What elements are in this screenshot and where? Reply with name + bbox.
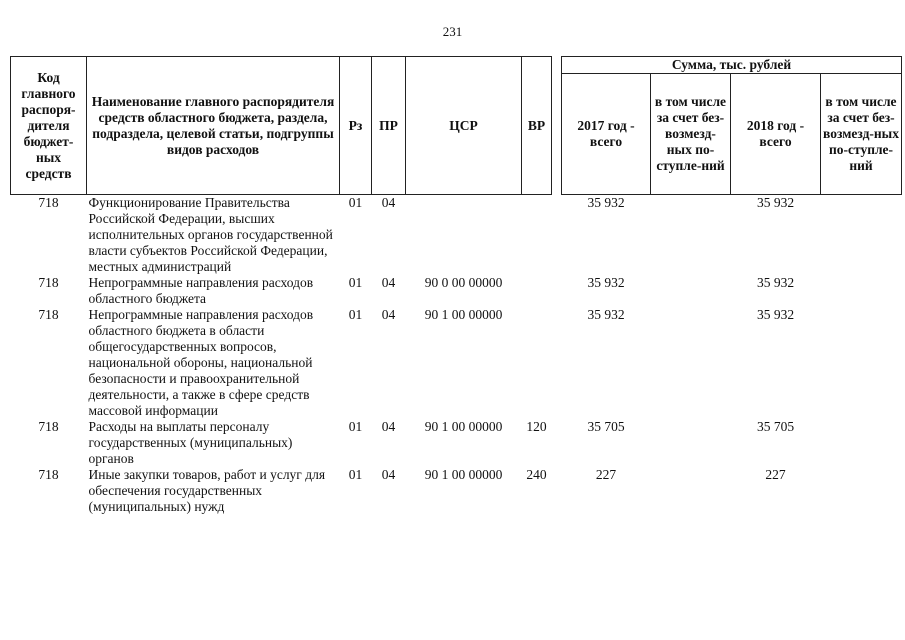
cell-rz: 01 <box>348 195 363 210</box>
cell-2018-total: 35 705 <box>756 419 795 434</box>
cell-name: Непрограммные направления расходов областного бюджета в области общегосударственных вопросов, национальной обороны, национальной безопасности и правоохранительной деятельности, а также в сфере средств массовой информации <box>88 307 314 418</box>
table-row <box>11 307 902 419</box>
cell-2018-total: 35 932 <box>756 275 795 290</box>
cell-rz: 01 <box>348 467 363 482</box>
cell-pr: 04 <box>381 307 396 322</box>
cell-name: Функционирование Правительства Российской Федерации, высших исполнительных органов государственной власти субъектов Российской Федерации, местных администраций <box>88 195 333 274</box>
cell-2017-total: 35 932 <box>587 307 625 322</box>
cell-vr: 120 <box>526 419 547 434</box>
cell-2018-total: 35 932 <box>756 307 795 322</box>
cell-2017-free <box>651 275 731 307</box>
cell-pr: 04 <box>381 195 396 210</box>
header-2018-total: 2018 год - всего <box>731 74 821 195</box>
cell-2018-free <box>821 419 902 467</box>
table-row <box>11 419 902 467</box>
header-vr: ВР <box>522 57 552 195</box>
table-row <box>11 275 902 307</box>
header-gap <box>552 57 562 195</box>
header-rz: Рз <box>340 57 372 195</box>
cell-name: Иные закупки товаров, работ и услуг для обеспечения государственных (муниципальных) нужд <box>88 467 326 514</box>
cell-pr: 04 <box>381 419 396 434</box>
cell-pr: 04 <box>381 467 396 482</box>
header-name: Наименование главного распорядителя средств областного бюджета, раздела, подраздела, целевой статьи, подгруппы видов расходов <box>87 57 340 195</box>
cell-vr <box>522 307 552 419</box>
page-number: 231 <box>442 24 463 39</box>
cell-code: 718 <box>38 195 59 210</box>
cell-csr: 90 1 00 00000 <box>424 307 503 322</box>
cell-csr <box>406 195 522 276</box>
budget-table <box>10 56 902 515</box>
cell-2017-total: 35 705 <box>587 419 625 434</box>
cell-vr <box>522 195 552 276</box>
cell-2018-free <box>821 195 902 276</box>
cell-name: Расходы на выплаты персоналу государственных (муниципальных) органов <box>88 419 293 466</box>
cell-code: 718 <box>38 275 59 290</box>
cell-2018-total: 35 932 <box>756 195 795 210</box>
cell-csr: 90 1 00 00000 <box>424 419 503 434</box>
table-row <box>11 195 902 276</box>
cell-2017-free <box>651 467 731 515</box>
cell-2017-free <box>651 419 731 467</box>
header-2017-total: 2017 год - всего <box>562 74 651 195</box>
cell-2017-total: 227 <box>595 467 617 482</box>
cell-rz: 01 <box>348 419 363 434</box>
cell-pr: 04 <box>381 275 396 290</box>
cell-2017-total: 35 932 <box>587 275 625 290</box>
header-sum-group: Сумма, тыс. рублей <box>562 57 902 74</box>
cell-2017-free <box>651 195 731 276</box>
cell-2018-free <box>821 307 902 419</box>
cell-rz: 01 <box>348 307 363 322</box>
cell-name: Непрограммные направления расходов областного бюджета <box>88 275 314 306</box>
cell-vr <box>522 275 552 307</box>
header-csr: ЦСР <box>406 57 522 195</box>
cell-2018-total: 227 <box>765 467 786 482</box>
table-row <box>11 467 902 515</box>
header-code: Код главного распоря-дителя бюджет-ных средств <box>11 57 87 195</box>
cell-csr: 90 0 00 00000 <box>424 275 503 290</box>
cell-code: 718 <box>38 467 59 482</box>
header-2018-free: в том числе за счет без-возмезд-ных по-ступле-ний <box>821 74 902 195</box>
cell-code: 718 <box>38 419 59 434</box>
cell-csr: 90 1 00 00000 <box>424 467 503 482</box>
cell-rz: 01 <box>348 275 363 290</box>
cell-2018-free <box>821 467 902 515</box>
cell-2017-total: 35 932 <box>587 195 625 210</box>
header-2017-free: в том числе за счет без-возмезд-ных по-ступле-ний <box>651 74 731 195</box>
cell-vr: 240 <box>526 467 547 482</box>
cell-2018-free <box>821 275 902 307</box>
header-pr: ПР <box>372 57 406 195</box>
cell-code: 718 <box>38 307 59 322</box>
cell-2017-free <box>651 307 731 419</box>
